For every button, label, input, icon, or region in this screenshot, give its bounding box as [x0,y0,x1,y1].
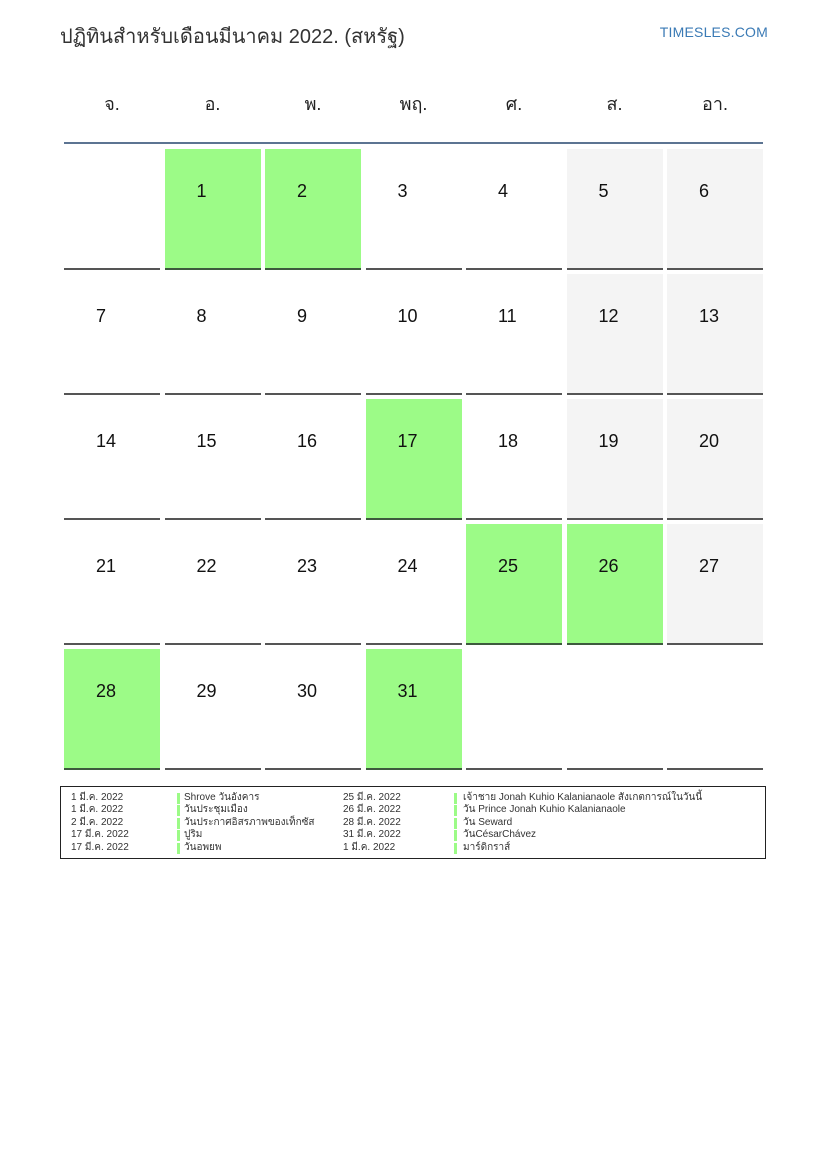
weekday-label: อา. [702,94,728,114]
holiday-color-marker [177,843,180,854]
header-divider [64,142,763,144]
day-cell [667,649,763,770]
day-number: 3 [397,181,408,201]
holiday-color-marker [177,793,180,804]
day-number: 24 [397,556,418,576]
holiday-date: 1 มี.ค. 2022 [71,804,124,816]
day-number: 7 [96,306,107,326]
holiday-date: 17 มี.ค. 2022 [71,829,129,841]
day-number: 27 [699,556,720,576]
weekday-label: ส. [606,94,623,114]
holiday-legend-column-right [343,792,763,854]
day-cell [567,399,663,520]
day-number: 10 [397,306,418,326]
day-number: 14 [96,431,117,451]
holiday-name: วันประกาศอิสรภาพของเท็กซัส [184,816,315,828]
day-number: 23 [297,556,318,576]
day-number: 13 [699,306,720,326]
day-cell [165,149,261,270]
holiday-legend [60,786,766,859]
day-number: 20 [699,431,720,451]
day-cell [567,274,663,395]
day-cell [64,149,160,270]
day-cell [567,649,663,770]
calendar-week [64,399,763,520]
holiday-color-marker [454,805,457,816]
holiday-name: วันอพยพ [184,841,222,853]
day-number: 18 [498,431,519,451]
day-cell [64,399,160,520]
day-number: 30 [297,681,318,701]
day-cell [165,649,261,770]
day-number: 11 [498,306,517,326]
calendar-week [64,274,763,395]
holiday-date: 26 มี.ค. 2022 [343,804,401,816]
day-cell [265,399,361,520]
holiday-color-marker [177,805,180,816]
day-cell [466,649,562,770]
day-number: 1 [196,181,207,201]
page-title: ปฏิทินสำหรับเดือนมีนาคม 2022. (สหรัฐ) [60,26,405,48]
day-number: 31 [397,681,418,701]
calendar-week [64,149,763,270]
day-cell [64,649,160,770]
day-cell [466,274,562,395]
holiday-name: วัน Seward [463,816,513,828]
holiday-legend-column-left [71,792,341,854]
weekday-header-row [64,82,763,126]
holiday-legend-row [71,817,341,829]
holiday-legend-row [343,792,763,804]
day-cell [165,274,261,395]
holiday-legend-row [343,842,763,854]
holiday-name: วันประชุมเมือง [184,804,248,816]
day-number: 22 [196,556,217,576]
weekday-label: พฤ. [399,94,428,114]
holiday-name: มาร์ดิกราส์ [463,841,511,853]
holiday-date: 1 มี.ค. 2022 [343,841,396,853]
day-number: 25 [498,556,519,576]
holiday-legend-row [343,817,763,829]
holiday-legend-row [71,792,341,804]
day-number: 12 [598,306,619,326]
day-cell [567,149,663,270]
day-cell [165,399,261,520]
day-cell [64,274,160,395]
day-cell [366,149,462,270]
holiday-name: เจ้าชาย Jonah Kuhio Kalanianaole สังเกตการณ์ในวันนี้ [463,792,703,803]
calendar-week [64,649,763,770]
day-cell [466,149,562,270]
holiday-name: Shrove วันอังคาร [184,792,260,803]
holiday-name: ปูริม [184,829,203,841]
holiday-name: วัน Prince Jonah Kuhio Kalanianaole [463,804,626,816]
day-number: 19 [598,431,619,451]
holiday-date: 2 มี.ค. 2022 [71,816,124,828]
holiday-color-marker [177,818,180,829]
day-cell [366,649,462,770]
day-cell [466,399,562,520]
holiday-legend-row [71,804,341,816]
day-cell [165,524,261,645]
day-cell [466,524,562,645]
day-number: 8 [196,306,207,326]
holiday-legend-row [343,804,763,816]
calendar-grid [64,149,763,774]
day-cell [265,274,361,395]
holiday-date: 28 มี.ค. 2022 [343,816,401,828]
holiday-color-marker [177,830,180,841]
calendar-week [64,524,763,645]
day-cell [64,524,160,645]
day-number: 9 [297,306,308,326]
day-cell [265,524,361,645]
weekday-label: ศ. [505,94,523,114]
day-number: 4 [498,181,509,201]
holiday-color-marker [454,793,457,804]
holiday-date: 1 มี.ค. 2022 [71,792,124,803]
brand-link[interactable]: TIMESLES.COM [659,24,768,40]
day-cell [366,524,462,645]
holiday-color-marker [454,818,457,829]
holiday-legend-row [343,829,763,841]
holiday-legend-row [71,842,341,854]
day-cell [265,149,361,270]
day-number: 21 [96,556,117,576]
holiday-date: 31 มี.ค. 2022 [343,829,401,841]
day-cell [667,399,763,520]
day-cell [567,524,663,645]
holiday-date: 17 มี.ค. 2022 [71,841,129,853]
day-number: 15 [196,431,217,451]
day-cell [366,399,462,520]
day-number: 29 [196,681,217,701]
holiday-name: วันCésarChávez [463,829,537,841]
day-number: 5 [598,181,609,201]
holiday-date: 25 มี.ค. 2022 [343,792,401,803]
holiday-color-marker [454,830,457,841]
holiday-color-marker [454,843,457,854]
day-number: 17 [397,431,418,451]
weekday-label: อ. [204,94,221,114]
day-number: 6 [699,181,710,201]
day-cell [366,274,462,395]
day-cell [265,649,361,770]
day-cell [667,274,763,395]
day-number: 2 [297,181,308,201]
day-cell [667,524,763,645]
day-number: 26 [598,556,619,576]
day-number: 28 [96,681,117,701]
day-cell [667,149,763,270]
holiday-legend-row [71,829,341,841]
weekday-label: พ. [304,94,322,114]
day-number: 16 [297,431,318,451]
weekday-label: จ. [104,94,120,114]
